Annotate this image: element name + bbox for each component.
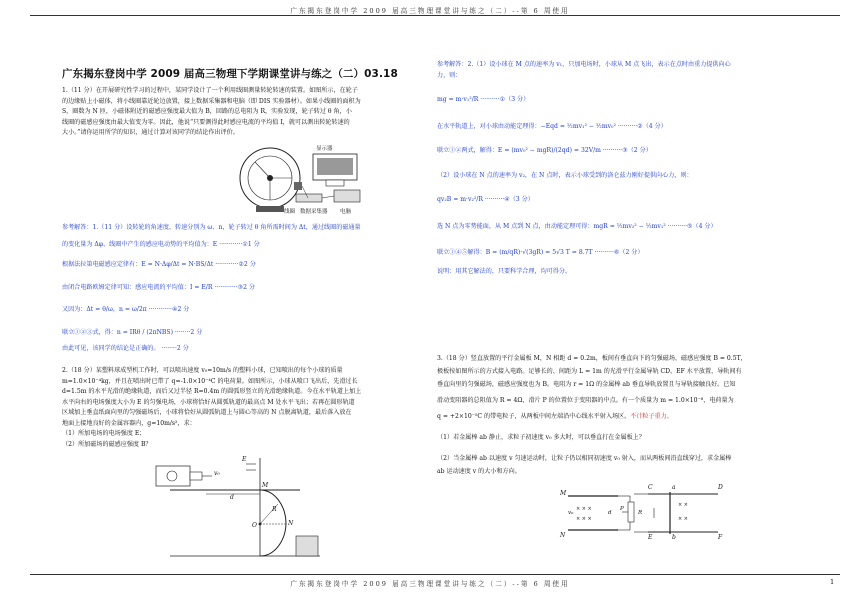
svg-text:× × ×: × × ×	[576, 516, 592, 522]
q1-line: S，圈数为 N 匝，小磁体附近的磁感应强度最大值为 B，回路的总电阻为 R，实验发现，轮子转过 θ 角，小	[62, 108, 352, 115]
q1-figure	[228, 142, 368, 216]
e-label: E	[648, 534, 653, 541]
q3-line-text: q = +2×10⁻⁵C 的带电粒子，从两板中间左端沿中心线水平射入场区。	[437, 413, 631, 420]
q1-answer-line: 根据法拉第电磁感应定律有：E = N·Δφ/Δt = N·BS/Δt ············②2 分	[62, 261, 256, 268]
q2-answer-line: 在水平轨道上，对小球由动能定理得：−Eqd = ½mv₁² − ½mv₀² ··········②（4 分）	[437, 122, 667, 130]
q1-answer-line: 又因为：Δt = θ/ω，n = ω/2π ············④2 分	[62, 306, 190, 313]
q2-line: （1）所加电场的电场强度 E；	[62, 430, 146, 437]
q2-line: 2.（18 分）某塑料球成型机工作时，可以喷出速度 v₀=10m/s 的塑料小球，已知喷出的每个小球的质量	[62, 367, 343, 374]
b-label: b	[672, 534, 676, 541]
q2-answer-line: 联立①②两式，解得：E = (mv₀² − mgR)/(2qd) = 32V/m ··········③（2 分）	[437, 147, 652, 154]
q3-line: ab 运动速度 v 的大小和方向。	[437, 468, 521, 475]
coil-label: 线圈	[284, 209, 296, 215]
m-label: M	[262, 482, 269, 489]
q2-answer-line: 选 N 点为零势能面，从 M 点到 N 点，由动能定理可得：mgR = ½mv₂² − ½mv₁² ··········⑤（4 分）	[437, 222, 717, 230]
page-title: 广东揭东登岗中学 2009 届高三物理下学期课堂讲与练之（二）03.18	[62, 68, 398, 80]
r-label: R	[272, 506, 277, 513]
q2-answer	[437, 60, 827, 277]
c-label: C	[648, 484, 653, 491]
q1-answer-line: 由此可见，该同学的结论是正确的。 ········2 分	[62, 345, 189, 352]
q2-line: 地面上接地良好的金属容器内，g=10m/s²，求：	[62, 419, 196, 427]
q3-text	[437, 352, 829, 478]
computer-label: 电脑	[340, 209, 352, 215]
q2-answer-line: 说明：用其它解法的，只要科学合理，均可得分。	[437, 267, 572, 275]
n-label: N	[288, 520, 294, 527]
q3-line: 滑动变阻器的总阻值为 R = 4Ω，滑片 P 的位置位于变阻器的中点。有一个质量为 m = 1.0×10⁻⁸，电荷量为	[437, 397, 734, 404]
q2-line: m=1.0×10⁻⁴kg，并且在喷出时已带了 q=-1.0×10⁻⁴C 的电荷量。如图所示，小球从喷口飞出后，先滑过长	[62, 377, 358, 385]
q3-line: 极板按如图所示的方式接入电路。足够长的、间距为 L = 1m 的光滑平行金属导轨 CD、EF 水平放置，导轨间有	[437, 368, 742, 375]
q1-text	[62, 86, 407, 139]
o-label: O	[252, 522, 257, 529]
monitor-label: 显示器	[316, 146, 333, 152]
p-label: P	[620, 506, 624, 512]
q3-line: 垂直向里的匀强磁场，磁感应强度也为 B。电阻为 r = 1Ω 的金属棒 ab 垂直导轨放置且与导轨接触良好。已知	[437, 381, 736, 388]
q2-line: （2）所加磁场的磁感应强度 B？	[62, 440, 152, 448]
q3-line: 3.（18 分）竖直放置的平行金属板 M，N 相距 d = 0.2m，板间有垂直向下的匀强磁场，磁感应强度 B = 0.5T，	[437, 355, 747, 362]
q2-answer-line: 力，则：	[437, 71, 462, 79]
q1-answer-line: 由闭合电路欧姆定律可知：感应电流的平均值：I = E/R ············③2 分	[62, 283, 255, 291]
q1-answer-line: 联立①②③式，得：n = IRθ / (2πNBS) ········2 分	[62, 328, 203, 336]
footer-rule	[30, 574, 840, 575]
q1-answer-line: 的变化量为 Δφ，线圈中产生的感应电动势的平均值为：E ············①1 分	[62, 240, 260, 248]
running-head: 广东揭东登岗中学 2009 届高三物理课堂讲与练之（二）--第 6 周使用	[290, 7, 570, 15]
q2-line: 区域加上垂直纸面向里的匀强磁场后，小球将恰好从圆弧轨道上与圆心等高的 N 点脱离轨道，最后落入放在	[62, 409, 352, 416]
q2-line: d=1.5m 的水平光滑的绝缘轨道，而后又过半径 R=0.4m 的圆弧形竖立的光滑绝缘轨道。今在水平轨道上加上	[62, 388, 362, 395]
e-label: E	[242, 456, 247, 463]
d-label: d	[230, 494, 234, 501]
q1-answer-line: 参考解答：1.（11 分）设转轮的角速度、转速分别为 ω、n，轮子转过 θ 角所需时间为 Δt，通过线圈的磁通量	[62, 224, 361, 231]
d-label: d	[608, 510, 612, 516]
svg-text:× ×: × ×	[678, 502, 688, 508]
q1-line: 线圈的磁感应强度由最大值变为零。因此，他说“只要测得此时感应电流的平均值 I，就可以测出转轮转速的	[62, 118, 350, 126]
no-gravity-note: 不计粒子重力。	[630, 413, 673, 420]
q2-answer-line: 参考解答：2.（1）设小球在 M 点的速率为 v₁，只加电场时，小球从 M 点飞出，表示在点时由重力提供向心	[437, 61, 731, 68]
r-label: R	[638, 510, 643, 516]
svg-text:× ×: × ×	[678, 516, 688, 522]
svg-text:× × ×: × × ×	[576, 506, 592, 512]
q3-line: （2）当金属棒 ab 以速度 v 匀速运动时，让粒子仍以相同初速度 v₀ 射入，而从两板间沿直线穿过，求金属棒	[437, 455, 732, 462]
f-rail-label: F	[718, 534, 723, 541]
q3-line: （1）若金属棒 ab 静止，求粒子初速度 v₀ 多大时，可以垂直打在金属板上？	[437, 434, 645, 441]
q2-answer-line: qv₂B = m·v₂²/R ··········④（3 分）	[437, 196, 534, 203]
footer-text: 广东揭东登岗中学 2009 届高三物理课堂讲与练之（二）--第 6 周使用	[290, 580, 570, 588]
q2-text	[62, 366, 422, 450]
q2-answer-line: （2）设小球在 N 点的速率为 v₂，在 N 点时，表示小球受到的洛仑兹力刚好提供向心力，则：	[437, 171, 693, 179]
q1-line: 大小。”请你运用所学的知识，通过计算对该同学的结论作出评价。	[62, 129, 239, 136]
header-rule	[30, 15, 840, 16]
q2-figure	[150, 452, 350, 567]
q1-line: 的边缘贴上小磁体，将小线圈靠近轮边放置，接上数据采集器和电脑（即 DIS 实验器材）。如果小线圈的面积为	[62, 97, 361, 105]
q2-line: 水平向右的电场强度大小为 E 的匀强电场，小球将恰好从圆弧轨道的最高点 M 处水平飞出；若再在圆形轨道	[62, 398, 355, 406]
q2-answer-line: 联立①④⑤解得：B = (m/qR)·√(3gR) = 5√3 T = 8.7T ··········⑥（2 分）	[437, 249, 644, 256]
q2-answer-line: mg = m·v₁²/R ··········①（3 分）	[437, 96, 530, 103]
m-plate-label: M	[560, 490, 567, 497]
q1-answer	[62, 220, 422, 358]
v0-label: v₀	[568, 510, 574, 516]
page-number: 1	[830, 578, 835, 586]
q3-figure	[558, 484, 728, 552]
collector-label: 数据采集器	[300, 209, 328, 215]
a-label: a	[672, 484, 676, 491]
n-plate-label: N	[560, 532, 566, 539]
q3-line	[437, 410, 829, 423]
v0-label: v₀	[214, 470, 220, 477]
q1-line: 1.（11 分）在开展研究性学习的过程中，某同学设计了一个利用线圈测量转轮转速的装置。如图所示，在轮子	[62, 87, 358, 94]
d-rail-label: D	[718, 484, 723, 491]
